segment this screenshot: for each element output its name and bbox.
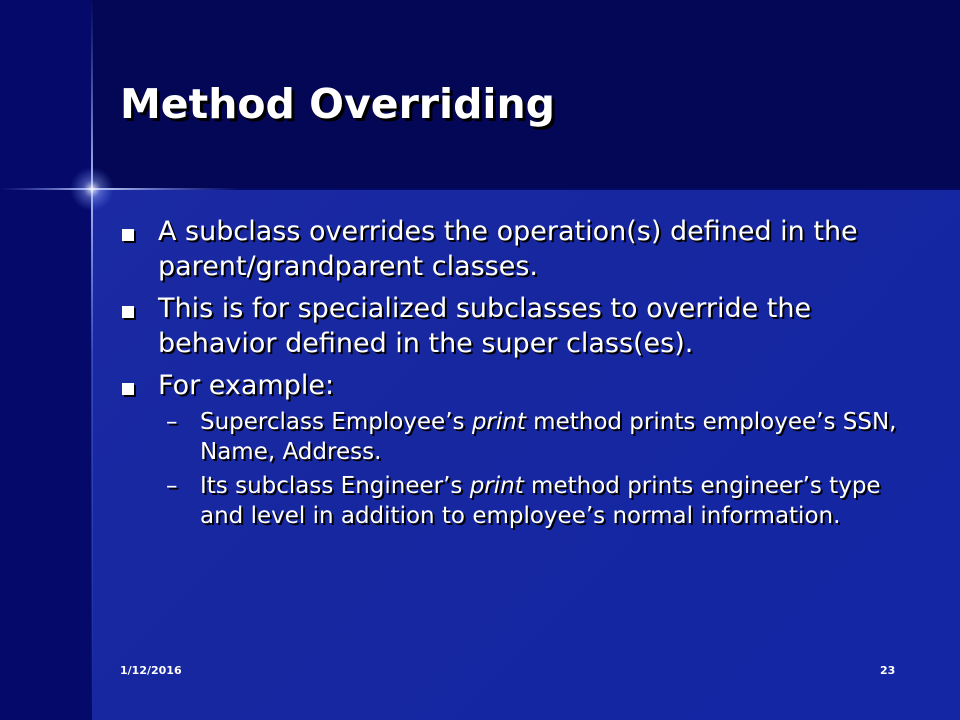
square-bullet-icon [122,306,134,318]
sub-bullet-text-end: method prints employee’s SSN, Name, Address. [200,409,897,465]
flare-horizontal-line [0,188,240,190]
footer-date: 1/12/2016 [120,664,182,677]
bullet-list [120,210,920,531]
sub-bullet-text-start: Superclass Employee’s [200,409,472,435]
square-bullet-icon [122,229,134,241]
sub-bullet-text-end: method prints engineer’s type and level in addition to employee’s normal information. [200,473,881,529]
dash-marker: – [166,473,178,499]
flare-glow [70,167,114,211]
bullet-text: This is for specialized subclasses to override the behavior defined in the super class(es). [158,293,812,359]
bullet-item [120,368,920,403]
bullet-text: A subclass overrides the operation(s) defined in the parent/grandparent classes. [158,216,858,282]
sub-bullet-item [120,471,920,531]
page-number: 23 [880,664,896,677]
sub-bullet-italic-term: print [469,473,524,499]
sub-bullet-item [120,407,920,467]
bullet-item [120,214,920,284]
square-bullet-icon [122,383,134,395]
slide-title: Method Overriding [120,80,556,128]
dash-marker: – [166,409,178,435]
bullet-text: For example: [158,370,335,401]
sub-bullet-text-start: Its subclass Engineer’s [200,473,470,499]
flare-vertical-line [91,0,93,720]
sub-bullet-italic-term: print [471,409,526,435]
bullet-item [120,291,920,361]
